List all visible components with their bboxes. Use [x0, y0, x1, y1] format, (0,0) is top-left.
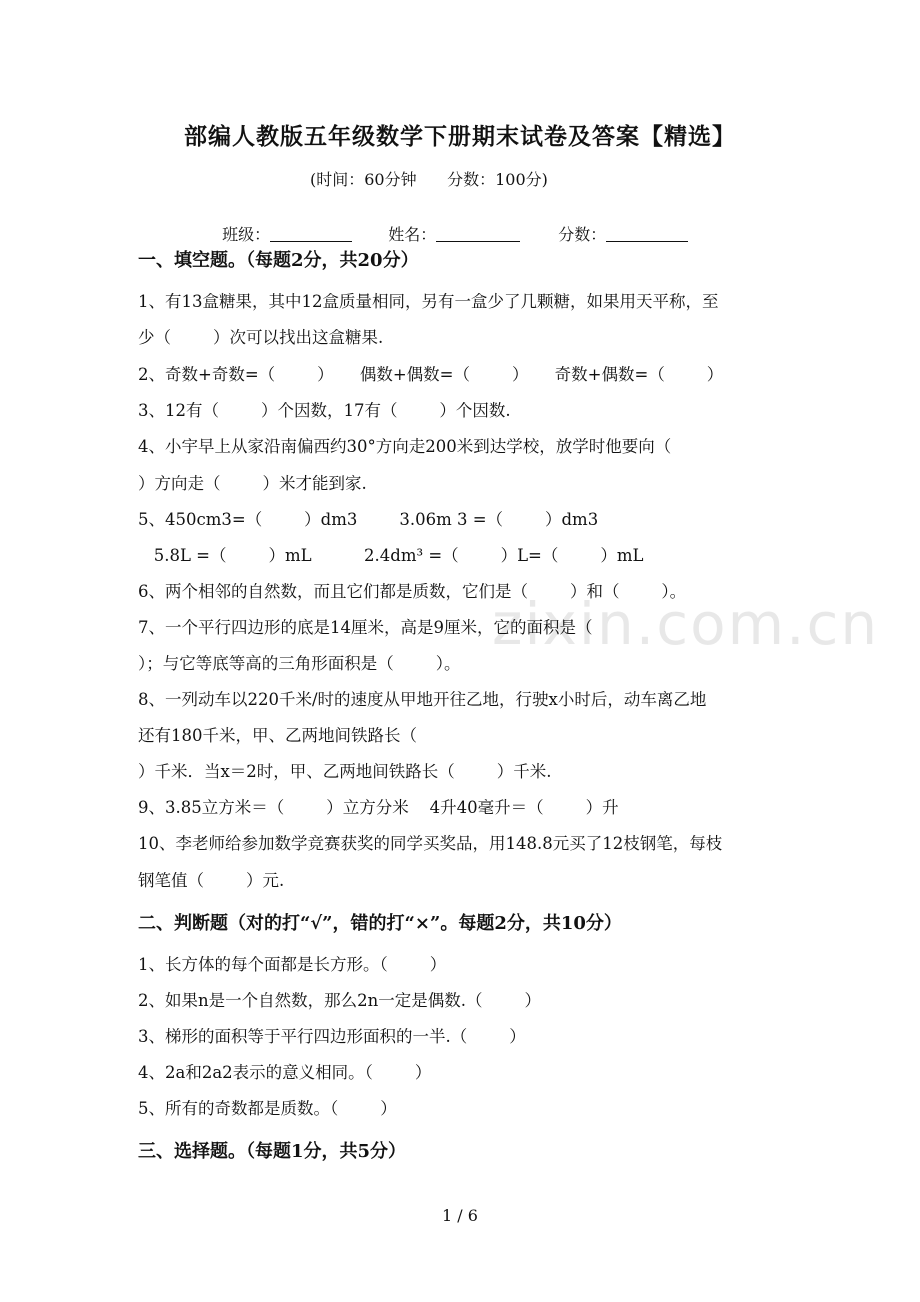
question-line: ）千米．当x＝2时，甲、乙两地间铁路长（ ）千米.: [138, 762, 552, 781]
question-line: 6、两个相邻的自然数，而且它们都是质数，它们是（ ）和（ ）。: [138, 582, 687, 601]
question-line: 少（ ）次可以找出这盒糖果.: [138, 328, 384, 347]
score-blank[interactable]: [606, 225, 688, 242]
judge-line: 2、如果n是一个自然数，那么2n一定是偶数.（ ）: [138, 991, 541, 1010]
question-line: 7、一个平行四边形的底是14厘米，高是9厘米，它的面积是（: [138, 618, 593, 637]
question-line: 5、450cm3=（ ）dm3 3.06m 3 =（ ）dm3: [138, 510, 599, 529]
watermark: zixin.com.cn: [492, 590, 880, 658]
question-line: 2、奇数+奇数=（ ） 偶数+偶数=（ ） 奇数+偶数=（ ）: [138, 365, 724, 384]
question-line: 8、一列动车以220千米/时的速度从甲地开往乙地，行驶x小时后，动车离乙地: [138, 690, 707, 709]
class-blank[interactable]: [270, 225, 352, 242]
student-info-row: [212, 203, 688, 245]
score-label: 分数：: [558, 225, 607, 244]
question-line: 10、李老师给参加数学竞赛获奖的同学买奖品，用148.8元买了12枝钢笔，每枝: [138, 834, 723, 853]
question-line: 3、12有（ ）个因数，17有（ ）个因数.: [138, 401, 511, 420]
question-line: 9、3.85立方米＝（ ）立方分米 4升40毫升＝（ ）升: [138, 798, 619, 817]
judge-line: 3、梯形的面积等于平行四边形面积的一半.（ ）: [138, 1027, 526, 1046]
judge-line: 5、所有的奇数都是质数。（ ）: [138, 1099, 397, 1118]
document-title: 部编人教版五年级数学下册期末试卷及答案【精选】: [184, 123, 736, 150]
question-line: 1、有13盒糖果，其中12盒质量相同，另有一盒少了几颗糖，如果用天平称，至: [138, 292, 719, 311]
question-line: 还有180千米，甲、乙两地间铁路长（: [138, 726, 417, 745]
class-label: 班级：: [222, 225, 271, 244]
judge-line: 1、长方体的每个面都是长方形。（ ）: [138, 955, 447, 974]
name-blank[interactable]: [436, 225, 520, 242]
exam-meta: (时间：60分钟 分数：100分): [310, 170, 548, 189]
question-line: ）；与它等底等高的三角形面积是（ ）。: [138, 654, 461, 673]
section-heading-judge: 二、判断题（对的打“√”，错的打“×”。每题2分，共10分）: [138, 913, 622, 934]
section-heading-choice: 三、选择题。（每题1分，共5分）: [138, 1141, 407, 1162]
question-line: ）方向走（ ）米才能到家.: [138, 474, 367, 493]
question-line: 钢笔值（ ）元.: [138, 871, 285, 890]
page-number: 1 / 6: [442, 1206, 478, 1225]
name-label: 姓名：: [388, 225, 437, 244]
question-line: 5.8L =（ ）mL 2.4dm³ =（ ）L=（ ）mL: [138, 546, 644, 565]
section-heading-fill: 一、填空题。（每题2分，共20分）: [138, 250, 419, 271]
question-line: 4、小宇早上从家沿南偏西约30°方向走200米到达学校，放学时他要向（: [138, 437, 672, 456]
judge-line: 4、2a和2a2表示的意义相同。（ ）: [138, 1063, 432, 1082]
